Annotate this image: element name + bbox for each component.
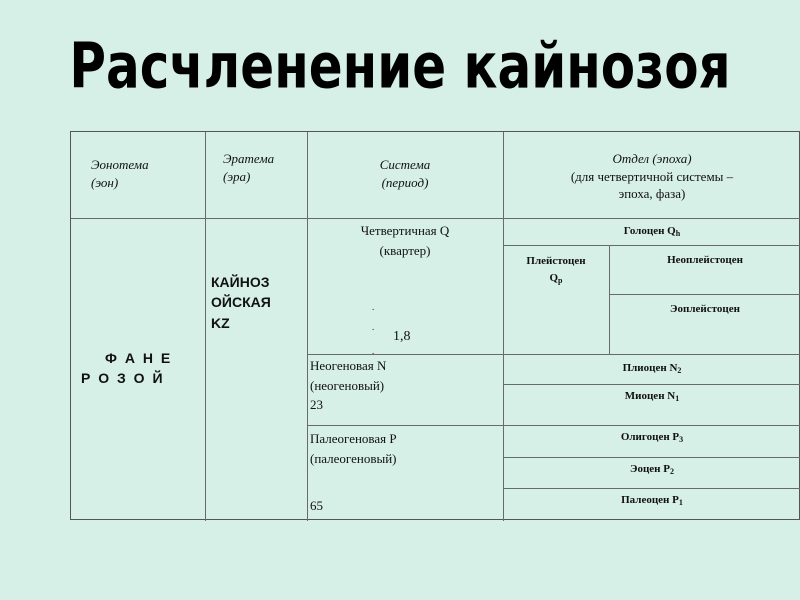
- epoch-neopleistocene: Неоплейстоцен: [667, 254, 743, 266]
- eocene-name: Эоцен P: [630, 463, 670, 475]
- oligocene-name: Олигоцен P: [620, 431, 680, 443]
- eon-line2: Р О З О Й: [81, 370, 165, 387]
- holocene-name: Голоцен Q: [623, 225, 676, 237]
- eocene-paleocene-divider: [503, 488, 800, 489]
- epoch-miocene: [503, 389, 800, 405]
- quaternary-alt: (квартер): [379, 243, 431, 259]
- dot-mark: .: [372, 346, 375, 356]
- pliocene-miocene-divider: [503, 384, 800, 385]
- pliocene-sub: 2: [677, 366, 682, 375]
- system-paleogene: [310, 429, 500, 468]
- header-otdel: [503, 150, 800, 203]
- paleogene-name: Палеогеновая P: [310, 431, 397, 446]
- oligocene-sub: 3: [679, 435, 684, 444]
- epoch-pliocene: [503, 361, 800, 377]
- neogene-paleogene-divider: [307, 425, 800, 426]
- paleogene-alt: (палеогеновый): [310, 450, 397, 466]
- neogene-name: Неогеновая N: [310, 358, 387, 373]
- epoch-eocene: [503, 462, 800, 478]
- neogene-alt: (неогеновый): [310, 377, 385, 393]
- era-line1: КАЙНОЗ: [211, 274, 270, 290]
- header-otdel-line1: Отдел (эпоха): [612, 151, 692, 166]
- eon-line1: Ф А Н Е: [105, 350, 173, 366]
- paleogene-age: 65: [310, 498, 323, 513]
- holocene-divider: [503, 245, 800, 246]
- era-line2: ОЙСКАЯ: [211, 294, 271, 311]
- pliocene-name: Плиоцен N: [622, 362, 678, 374]
- header-eratema-line2: (эра): [223, 168, 251, 184]
- header-sistema: [307, 156, 503, 191]
- miocene-sub: 1: [675, 394, 680, 403]
- quaternary-age: 1,8: [393, 329, 411, 344]
- dot-mark: .: [372, 302, 375, 312]
- epoch-eopleistocene: Эоплейстоцен: [670, 303, 740, 315]
- dot-mark: .: [372, 322, 375, 332]
- epoch-paleocene: [503, 493, 800, 509]
- miocene-name: Миоцен N: [624, 390, 676, 402]
- eocene-sub: 2: [670, 467, 674, 476]
- eon-phanerozoic: [71, 348, 205, 389]
- pleistocene-name: Плейстоцен: [526, 255, 586, 267]
- epoch-holocene: [503, 224, 800, 240]
- quaternary-neogene-divider: [307, 354, 800, 355]
- system-quaternary: [307, 221, 503, 261]
- header-otdel-line2: (для четвертичной системы –: [570, 168, 734, 184]
- pleistocene-sub: p: [558, 275, 563, 285]
- header-eonotema-line2: (эон): [91, 174, 119, 190]
- header-sistema-line1: Система: [379, 157, 431, 172]
- paleocene-sub: 1: [678, 498, 683, 507]
- page-title: Расчленение кайнозоя: [69, 30, 731, 103]
- holocene-sub: h: [675, 229, 681, 238]
- quaternary-name: Четвертичная Q: [360, 223, 450, 238]
- neogene-age: 23: [310, 397, 323, 412]
- system-neogene: [310, 356, 500, 415]
- pleistocene-q: Q: [549, 271, 559, 284]
- header-eonotema: [91, 156, 201, 191]
- col-divider-1: [205, 132, 206, 521]
- neo-eo-divider: [609, 294, 800, 295]
- header-divider: [71, 218, 800, 219]
- epoch-pleistocene: [503, 253, 609, 287]
- paleocene-name: Палеоцен P: [621, 494, 679, 506]
- epoch-oligocene: [503, 430, 800, 446]
- cenozoic-table: [70, 131, 800, 520]
- header-otdel-line3: эпоха, фаза): [618, 186, 686, 202]
- header-eonotema-line1: Эонотема: [91, 157, 149, 172]
- header-eratema-line1: Эратема: [223, 151, 275, 166]
- header-sistema-line2: (период): [381, 174, 429, 190]
- era-line3: KZ: [211, 314, 230, 331]
- header-eratema: [211, 150, 303, 185]
- era-cenozoic: [211, 272, 307, 333]
- oligocene-eocene-divider: [503, 457, 800, 458]
